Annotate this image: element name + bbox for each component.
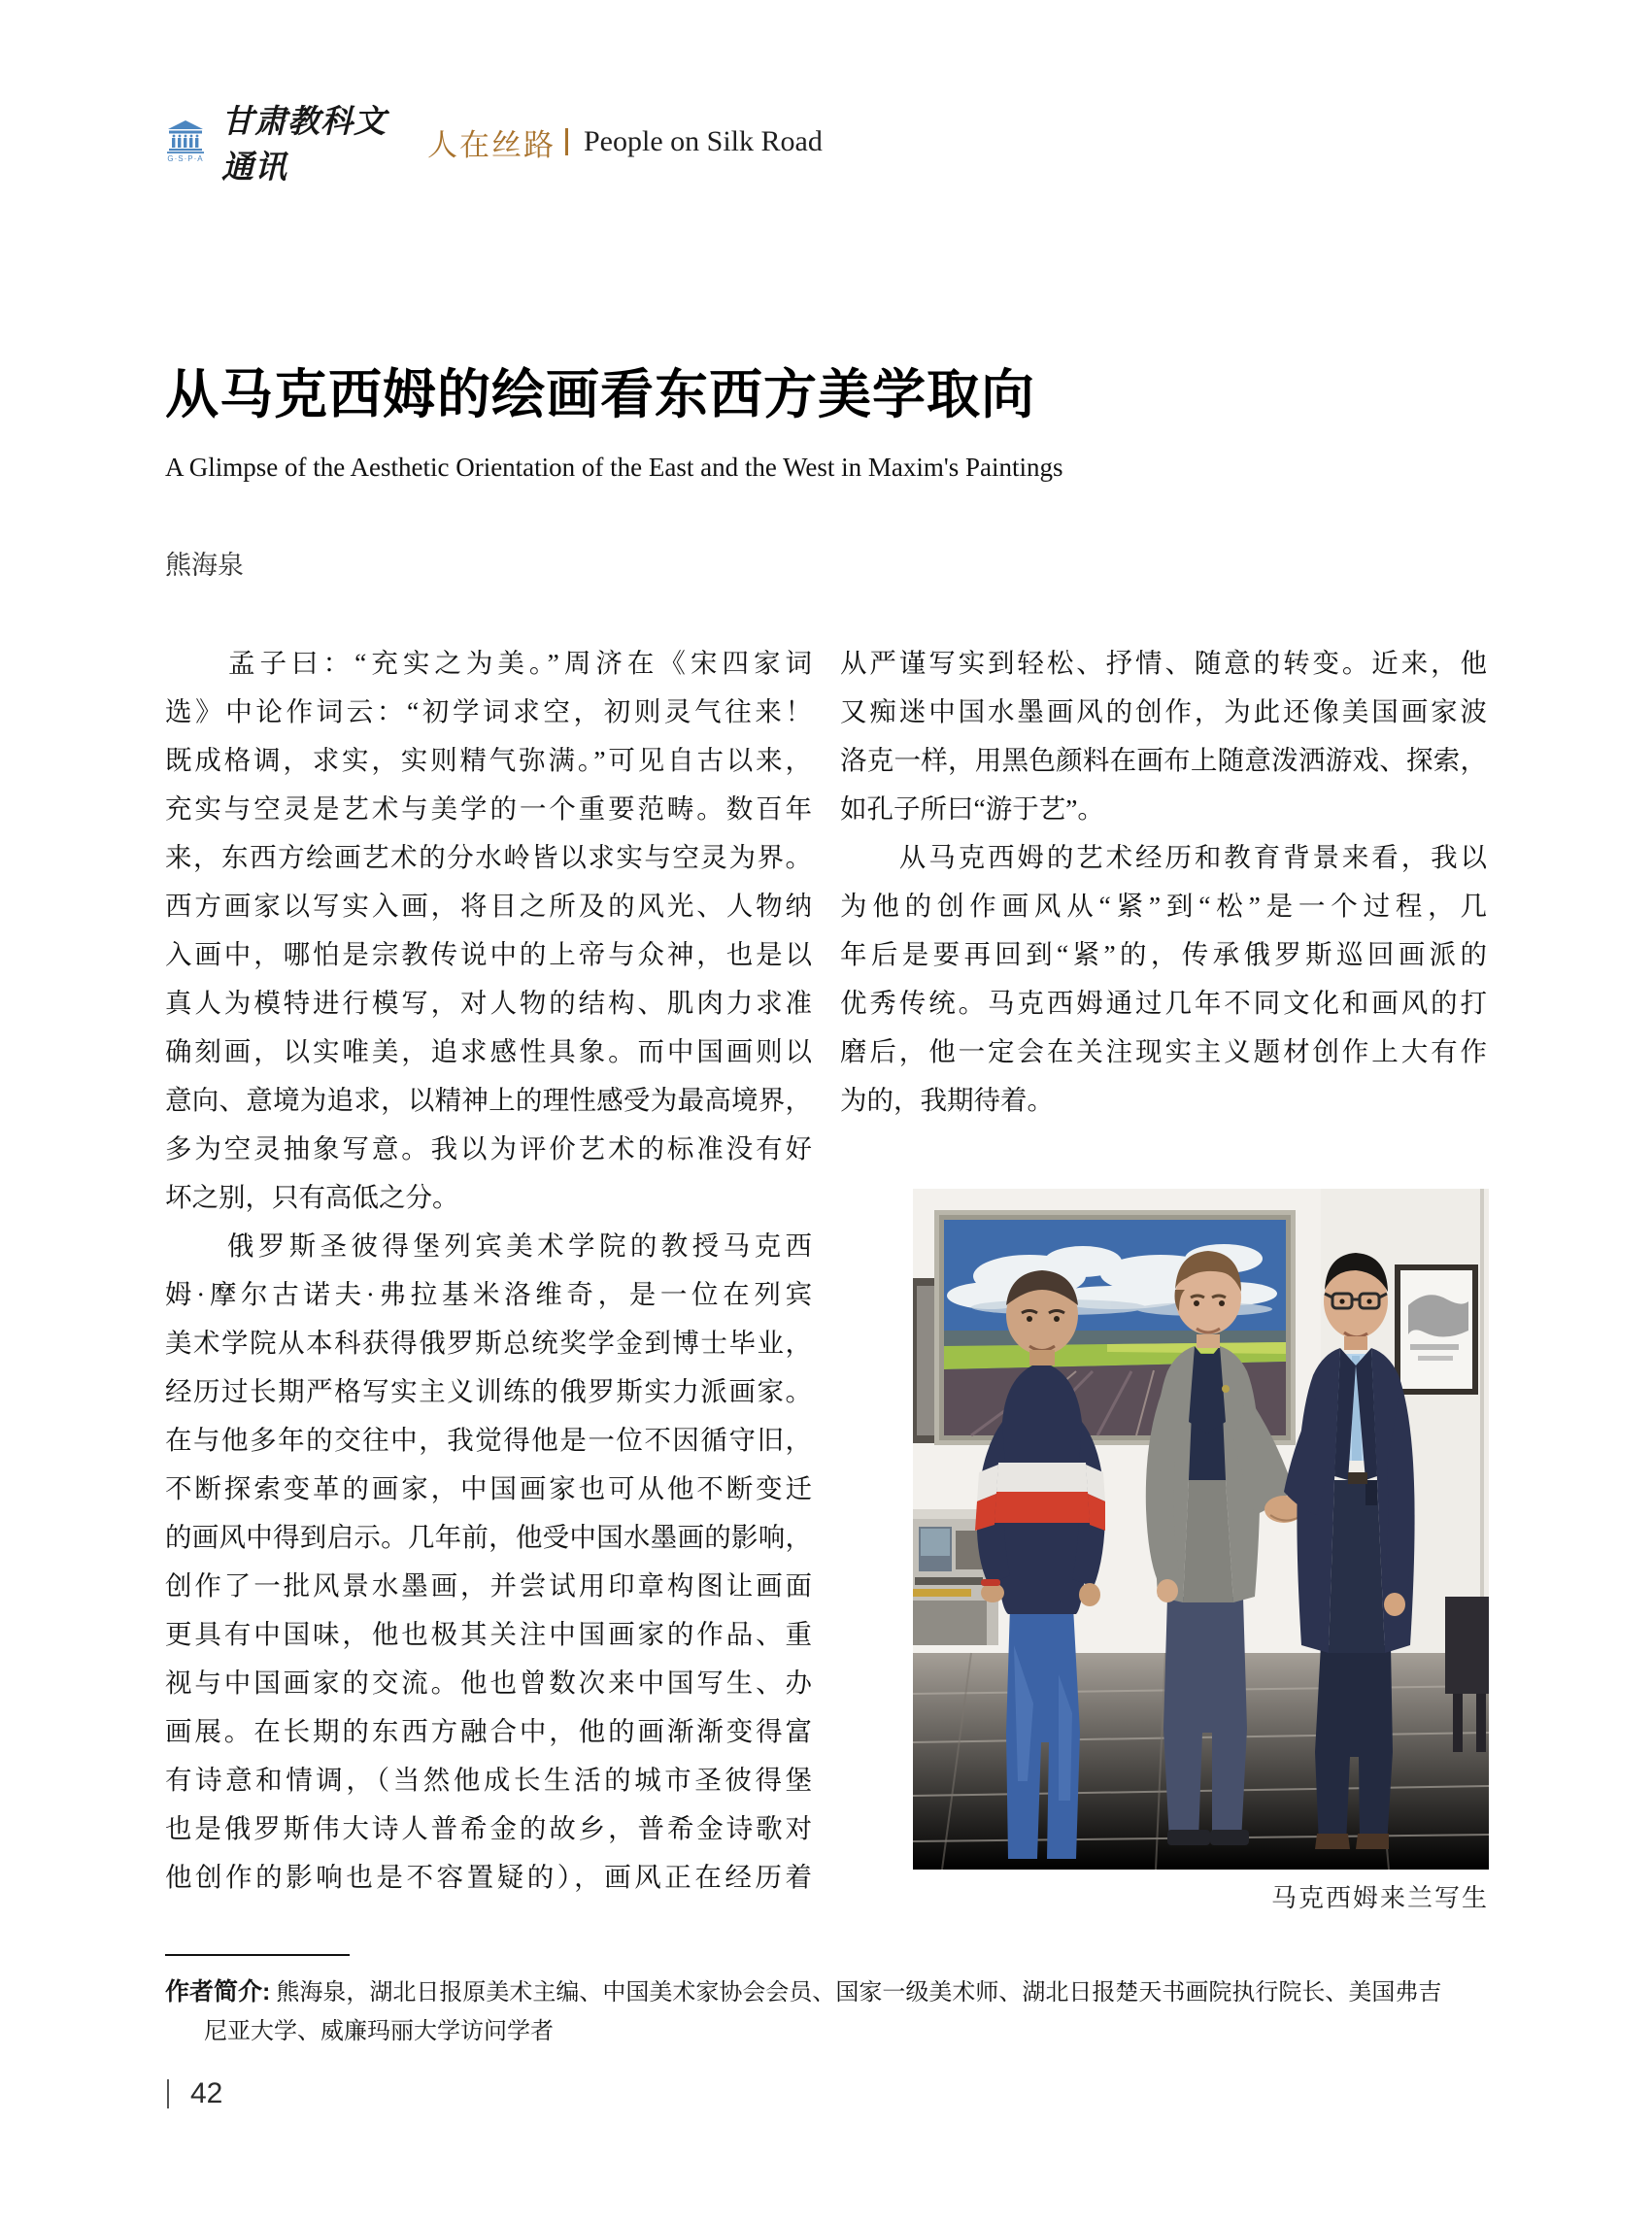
- photo-caption: 马克西姆来兰写生: [1270, 1884, 1489, 1912]
- body-text-line: 他创作的影响也是不容置疑的），画风正在经历着: [165, 1862, 812, 1892]
- body-text-line: 坏之别，只有高低之分。: [165, 1182, 459, 1212]
- body-text-line: 年后是要再回到“紧”的，传承俄罗斯巡回画派的: [840, 939, 1487, 969]
- body-text-line: 入画中，哪怕是宗教传说中的上帝与众神，也是以: [165, 939, 812, 969]
- page-number-bar: [167, 2079, 169, 2108]
- body-text-line: 优秀传统。马克西姆通过几年不同文化和画风的打: [840, 988, 1487, 1018]
- body-text-line: 创作了一批风景水墨画，并尝试用印章构图让画面: [165, 1570, 812, 1601]
- body-text-line: 俄罗斯圣彼得堡列宾美术学院的教授马克西: [165, 1230, 812, 1261]
- body-text-line: 来，东西方绘画艺术的分水岭皆以求实与空灵为界。: [165, 842, 812, 872]
- body-text-line: 的画风中得到启示。几年前，他受中国水墨画的影响，: [165, 1522, 812, 1552]
- body-text-line: 磨后，他一定会在关注现实主义题材创作上大有作: [840, 1036, 1487, 1066]
- body-text-line: 充实与空灵是艺术与美学的一个重要范畴。数百年: [165, 793, 812, 824]
- body-text-line: 西方画家以写实入画，将目之所及的风光、人物纳: [165, 891, 812, 921]
- ink-painting: [1395, 1264, 1478, 1395]
- body-text-line: 视与中国画家的交流。他也曾数次来中国写生、办: [165, 1668, 812, 1698]
- body-text-line: 画展。在长期的东西方融合中，他的画渐渐变得富: [165, 1716, 812, 1746]
- body-text-line: 有诗意和情调，（当然他成长生活的城市圣彼得堡: [165, 1765, 812, 1795]
- author-bio-line: [165, 1972, 1492, 2012]
- section-name-english: People on Silk Road: [584, 125, 823, 157]
- body-left-column: [165, 639, 812, 1902]
- journal-name: 甘肃教科文通讯: [221, 105, 387, 185]
- body-text-line: 美术学院从本科获得俄罗斯总统奖学金到博士毕业，: [165, 1328, 812, 1358]
- body-text-line: 更具有中国味，他也极其关注中国画家的作品、重: [165, 1619, 812, 1649]
- section-name-chinese: 人在丝路: [427, 127, 556, 162]
- author-bio-text: 熊海泉，湖北日报原美术主编、中国美术家协会会员、国家一级美术师、湖北日报楚天书画院执行院长、美国弗吉: [276, 1980, 1442, 2006]
- body-text-line: 姆·摩尔古诺夫·弗拉基米洛维奇，是一位在列宾: [165, 1279, 812, 1309]
- header-divider: [565, 128, 568, 155]
- article-photo: [913, 1189, 1489, 1870]
- body-text-line: 在与他多年的交往中，我觉得他是一位不因循守旧，: [165, 1425, 812, 1455]
- body-text-line: 又痴迷中国水墨画风的创作，为此还像美国画家波: [840, 696, 1487, 726]
- three-men-handshake-photo: [913, 1189, 1489, 1870]
- body-text-line: 多为空灵抽象写意。我以为评价艺术的标准没有好: [165, 1133, 812, 1163]
- footnote-rule: [165, 1954, 350, 1956]
- article-title: 从马克西姆的绘画看东西方美学取向: [165, 364, 1036, 424]
- page-number: [167, 2077, 222, 2110]
- body-text-line: 为的，我期待着。: [840, 1085, 1054, 1115]
- body-text-line: 既成格调，求实，实则精气弥满。”可见自古以来，: [165, 745, 812, 775]
- body-text-line: 选》中论作词云：“初学词求空，初则灵气往来！: [165, 696, 812, 726]
- body-text-line: 洛克一样，用黑色颜料在画布上随意泼洒游戏、探索，: [840, 745, 1487, 775]
- article-subtitle-english: A Glimpse of the Aesthetic Orientation of the East and the West in Maxim's Paintings: [165, 453, 1063, 482]
- body-text-line: 从严谨写实到轻松、抒情、随意的转变。近来，他: [840, 648, 1487, 678]
- body-text-line: 从马克西姆的艺术经历和教育背景来看，我以: [840, 842, 1487, 872]
- journal-logo: [163, 119, 208, 164]
- body-text-line: 确刻画，以实唯美，追求感性具象。而中国画则以: [165, 1036, 812, 1066]
- author-bio-label: 作者简介:: [165, 1978, 271, 2006]
- article-author: 熊海泉: [165, 551, 244, 580]
- body-text-line: 真人为模特进行模写，对人物的结构、肌肉力求准: [165, 988, 812, 1018]
- body-text-line: 为他的创作画风从“紧”到“松”是一个过程，几: [840, 891, 1487, 921]
- temple-icon: [166, 120, 205, 153]
- body-text-line: 不断探索变革的画家，中国画家也可从他不断变迁: [165, 1473, 812, 1503]
- body-right-column: [840, 639, 1487, 1125]
- logo-acronym: G·S·P·A: [167, 154, 204, 163]
- body-text-line: 经历过长期严格写实主义训练的俄罗斯实力派画家。: [165, 1376, 812, 1406]
- body-text-line: 也是俄罗斯伟大诗人普希金的故乡，普希金诗歌对: [165, 1813, 812, 1843]
- page-header: [163, 105, 823, 185]
- body-text-line: 意向、意境为追求，以精神上的理性感受为最高境界，: [165, 1085, 812, 1115]
- body-text-line: 如孔子所曰“游于艺”。: [840, 793, 1104, 824]
- author-bio-line: 尼亚大学、威廉玛丽大学访问学者: [204, 2019, 554, 2044]
- author-bio: [165, 1972, 1492, 2051]
- body-text-line: 孟子曰：“充实之为美。”周济在《宋四家词: [165, 648, 812, 678]
- page-number-value: 42: [190, 2077, 223, 2109]
